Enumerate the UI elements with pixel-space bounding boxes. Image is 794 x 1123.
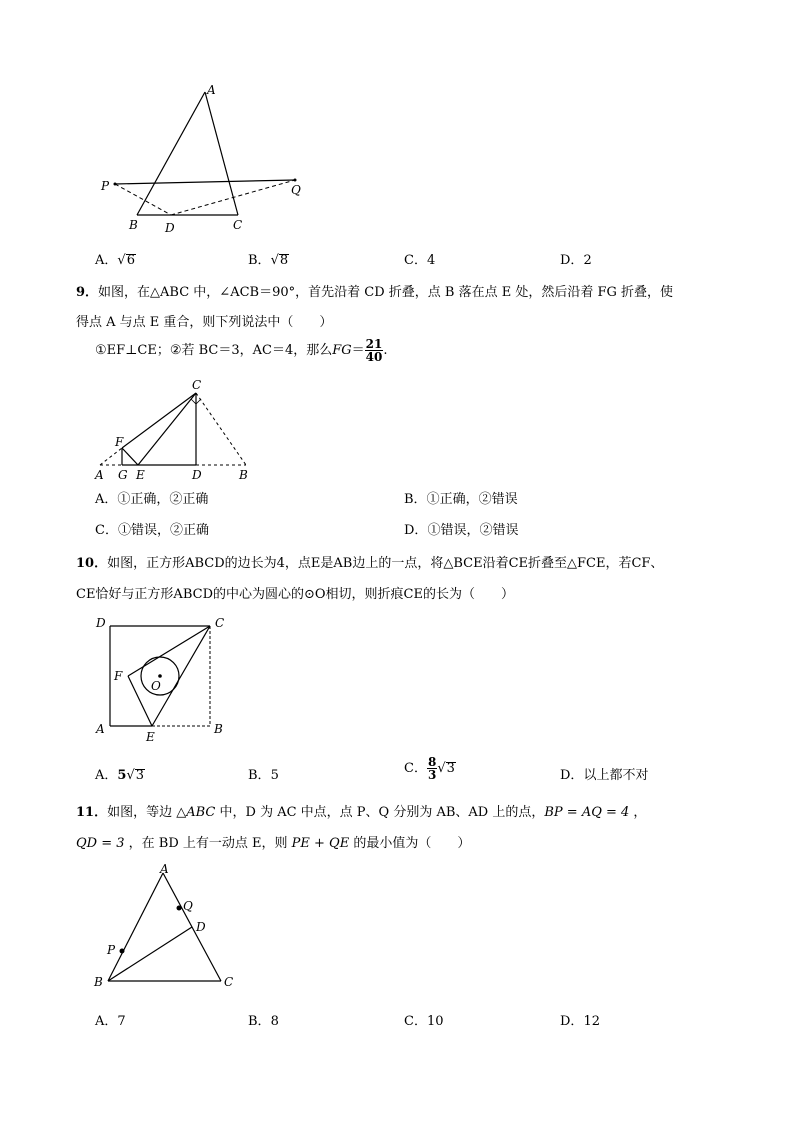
q11-option-b[interactable]: B．8 (248, 1014, 279, 1029)
q9-fraction: $\frac{21}{40}$ (365, 337, 383, 364)
q10-option-a[interactable]: A．5√3 (95, 768, 145, 783)
q11-diagram (88, 858, 248, 998)
q8-label-a: A (207, 83, 216, 97)
q10-option-c[interactable]: C． $\frac{8}{3}$ √3 (404, 755, 455, 782)
q10-label-c: C (215, 616, 225, 630)
q9-option-c[interactable]: C．①错误，②正确 (95, 523, 209, 538)
q8-label-p: P (101, 179, 110, 193)
q10-option-c-fraction: $\frac{8}{3}$ (427, 755, 437, 782)
q11-label-d: D (196, 920, 206, 934)
q11-option-a[interactable]: A．7 (95, 1014, 126, 1029)
q11-label-b: B (94, 975, 103, 989)
q10-label-b: B (214, 722, 223, 736)
q9-label-f: F (115, 435, 124, 449)
q9-statements: ①EF⊥CE；②若 BC＝3，AC＝4，那么FG＝ $\frac{21}{40}$ . (95, 337, 388, 364)
q11-stem-line2: QD = 3 ，在 BD 上有一动点 E，则 PE + QE 的最小值为（ ） (76, 836, 471, 851)
q8-option-c[interactable]: C．4 (404, 253, 436, 268)
q10-stem-line2: CE恰好与正方形ABCD的中心为圆心的⊙O相切，则折痕CE的长为（ ） (76, 587, 514, 602)
q9-diagram (88, 375, 263, 485)
q10-number: 10． (76, 556, 108, 571)
q9-option-b[interactable]: B．①正确，②错误 (404, 492, 518, 507)
q10-option-d[interactable]: D．以上都不对 (560, 768, 649, 783)
q8-label-b: B (129, 218, 138, 232)
q9-stem-line1: 9．如图，在△ABC 中，∠ACB＝90°，首先沿着 CD 折叠，点 B 落在点 E 处，然后沿着 FG 折叠，使 (76, 285, 674, 300)
q8-label-c: C (233, 218, 243, 232)
q10-option-b[interactable]: B．5 (248, 768, 279, 783)
q9-label-a: A (95, 468, 104, 482)
q10-stem-line1: 10．如图，正方形ABCD的边长为4，点E是AB边上的一点，将△BCE沿着CE折叠至△FCE，若CF、 (76, 556, 664, 571)
q11-label-p: P (107, 943, 116, 957)
q11-number: 11． (76, 805, 108, 820)
q10-label-o: O (151, 679, 161, 693)
q10-label-d: D (96, 616, 106, 630)
q10-label-a: A (96, 722, 105, 736)
q9-label-b: B (239, 468, 248, 482)
q9-label-c: C (192, 378, 202, 392)
q9-stem-line2: 得点 A 与点 E 重合，则下列说法中（ ） (76, 315, 333, 330)
q10-diagram (90, 610, 240, 750)
q11-label-a: A (160, 862, 169, 876)
q8-figure (95, 80, 315, 240)
q8-diagram (95, 80, 315, 240)
q10-label-e: E (146, 730, 155, 744)
q8-option-a[interactable]: A．√6 (95, 253, 135, 268)
q11-figure (88, 858, 248, 998)
q9-option-a[interactable]: A．①正确，②正确 (95, 492, 209, 507)
q9-label-e: E (136, 468, 145, 482)
q9-option-d[interactable]: D．①错误，②错误 (404, 523, 519, 538)
q10-label-f: F (114, 669, 123, 683)
q11-label-c: C (224, 975, 234, 989)
q8-option-d[interactable]: D．2 (560, 253, 592, 268)
q8-label-d: D (165, 221, 175, 235)
q9-number: 9． (76, 285, 99, 300)
q8-label-q: Q (291, 183, 301, 197)
q11-option-c[interactable]: C．10 (404, 1014, 444, 1029)
q11-label-q: Q (183, 899, 193, 913)
q11-stem-line1: 11．如图，等边 △ABC 中，D 为 AC 中点，点 P、Q 分别为 AB、AD 上的点，BP = AQ = 4 ， (76, 805, 647, 820)
q11-option-d[interactable]: D．12 (560, 1014, 600, 1029)
q9-label-d: D (192, 468, 202, 482)
q8-option-b[interactable]: B．√8 (248, 253, 289, 268)
q10-figure (90, 610, 240, 750)
q9-label-g: G (118, 468, 128, 482)
q9-figure (88, 375, 263, 485)
